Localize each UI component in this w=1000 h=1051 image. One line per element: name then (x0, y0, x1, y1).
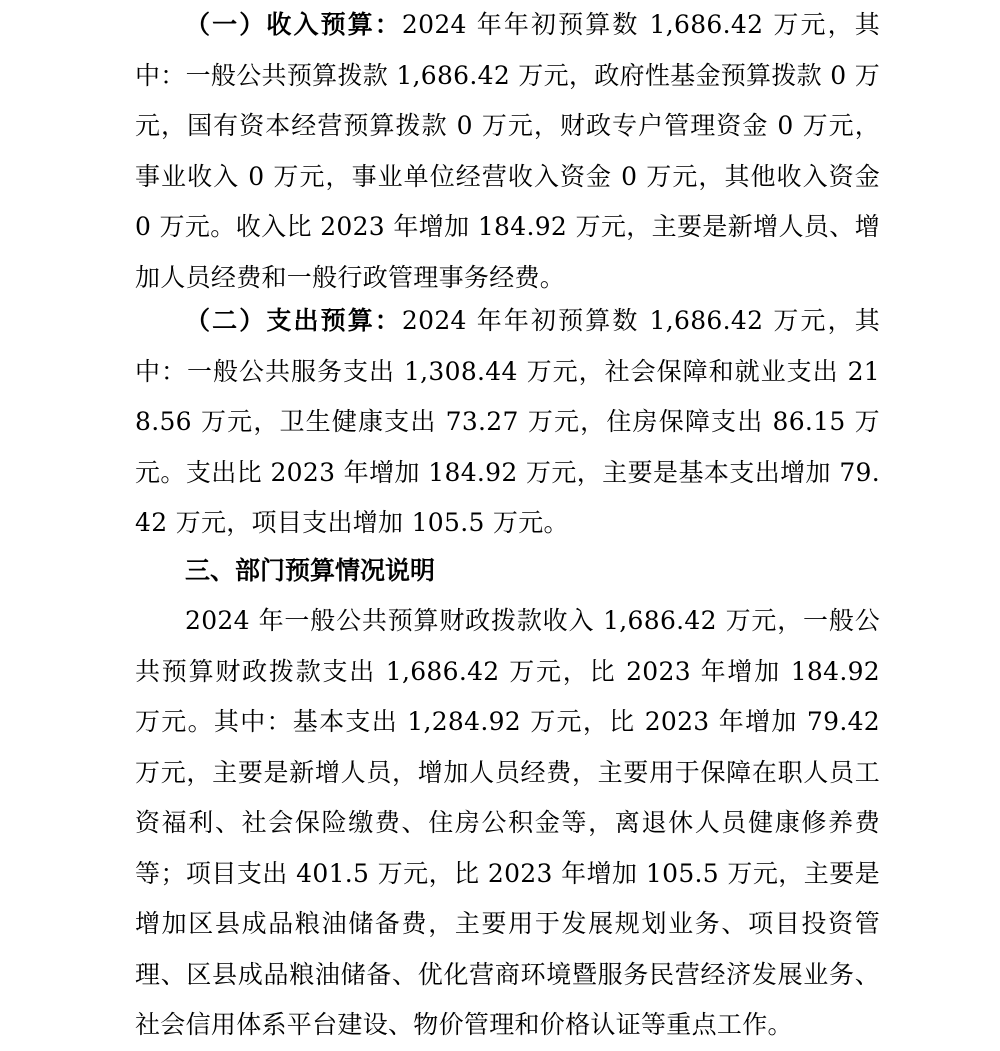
section-body-paragraph: 2024 年一般公共预算财政拨款收入 1,686.42 万元，一般公共预算财政拨款支出 1,686.42 万元，比 2023 年增加 184.92 万元。其中：基本支出 1,284.92 万元，比 2023 年增加 79.42 万元，主要是新增人员，增加人员经费，主要用于保障在职人员工资福利、社会保险缴费、住房公积金等，离退休人员健康修养费等；项目支出 401.5 万元，比 2023 年增加 105.5 万元，主要是增加区县成品粮油储备费，主要用于发展规划业务、项目投资管理、区县成品粮油储备、优化营商环境暨服务民营经济发展业务、社会信用体系平台建设、物价管理和价格认证等重点工作。 (135, 606, 880, 1039)
section-heading: 三、部门预算情况说明 (185, 556, 436, 585)
income-budget-lead: （一）收入预算： (185, 10, 402, 39)
expenditure-budget-paragraph (135, 296, 880, 549)
expenditure-budget-text: 2024 年年初预算数 1,686.42 万元，其中：一般公共服务支出 1,308.44 万元，社会保障和就业支出 218.56 万元，卫生健康支出 73.27 万元，住房保障支出 86.15 万元。支出比 2023 年增加 184.92 万元，主要是基本支出增加 79.42 万元，项目支出增加 105.5 万元。 (135, 306, 880, 537)
expenditure-budget-lead: （二）支出预算： (185, 306, 402, 335)
income-budget-paragraph (135, 0, 880, 303)
income-budget-text: 2024 年年初预算数 1,686.42 万元，其中：一般公共预算拨款 1,686.42 万元，政府性基金预算拨款 0 万元，国有资本经营预算拨款 0 万元，财政专户管理资金 0 万元，事业收入 0 万元，事业单位经营收入资金 0 万元，其他收入资金 0 万元。收入比 2023 年增加 184.92 万元，主要是新增人员、增加人员经费和一般行政管理事务经费。 (135, 10, 880, 292)
